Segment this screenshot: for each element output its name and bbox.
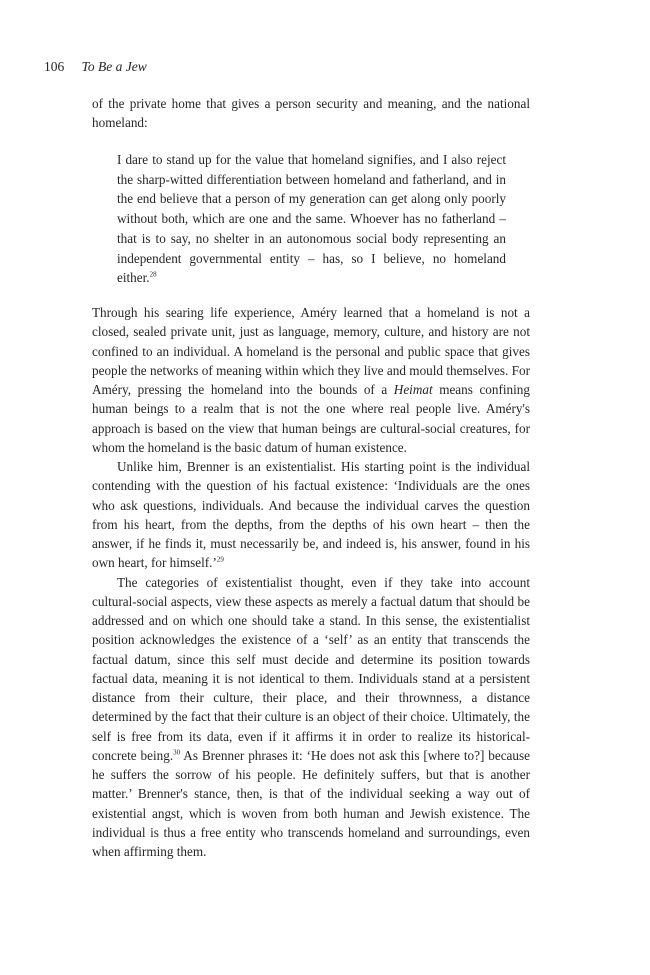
footnote-marker-29: 29: [216, 555, 224, 564]
page-number: 106: [44, 59, 65, 74]
block-quote: [117, 150, 506, 288]
quote-text: I dare to stand up for the value that homeland signifies, and I also reject the sharp-witted differentiation between homeland and fatherland, and in the end believe that a person of my generation can get along only poorly without both, which are one and the same. Whoever has no fatherland – that is to say, no shelter in an autonomous social body representing an independent governmental entity – has, so I believe, no homeland either.: [117, 152, 506, 286]
footnote-marker-30: 30: [173, 748, 181, 757]
body-text: [92, 303, 530, 861]
footnote-marker-28: 28: [149, 270, 157, 279]
paragraph-existentialism: The categories of existentialist thought, even if they take into account cultural-social aspects, view these aspects as merely a factual datum that should be addressed and on which one should take a stand. In this sense, the existentialist position acknowledges the existence of a ‘self’ as an entity that transcends the factual datum, since this self must decide and determine its position towards factual data, meaning it is not identical to them. Individuals stand at a persistent distance from their culture, their place, and their thrownness, a distance determined by the fact that their culture is an object of their choice. Ultimately, the self is free from its data, even if it affirms it in order to realize its historical-concrete being.$^{30}$ As Brenner phrases it: ‘He does not ask this [where to?] because he suffers the sorrow of his people. He definitely suffers, but that is another matter.’ Brenner's stance, then, is that of the individual seeking a way out of existential angst, which is woven from both human and Jewish existence. The individual is thus a free entity who transcends homeland and surroundings, even when affirming them.: [92, 574, 530, 859]
italic-term: Heimat: [393, 382, 433, 397]
paragraph-amery: Through his searing life experience, Améry learned that a homeland is not a closed, sealed private unit, just as language, memory, culture, and history are not confined to an individual. A homeland is the personal and public space that gives people the networks of meaning within which they live and mould themselves. For Améry, pressing the homeland into the bounds of a Heimat means confining human beings to a realm that is not the one where real people live. Améry's approach is based on the view that human beings are cultural-social creatures, for whom the homeland is the basic datum of human existence.: [92, 305, 530, 455]
intro-text: of the private home that gives a person security and meaning, and the national homeland:: [92, 96, 530, 131]
running-title: To Be a Jew: [81, 59, 147, 74]
intro-paragraph: [92, 94, 530, 133]
running-head: [44, 58, 147, 76]
paragraph-brenner: Unlike him, Brenner is an existentialist. His starting point is the individual contending with the question of his factual existence: ‘Individuals are the ones who ask questions, individuals. And because the individual carves the question from his heart, from the depths, from the depths of his own heart – then the answer, if he finds it, must necessarily be, and indeed is, his answer, found in his own heart, for himself.’$^{29}$: [92, 459, 530, 571]
